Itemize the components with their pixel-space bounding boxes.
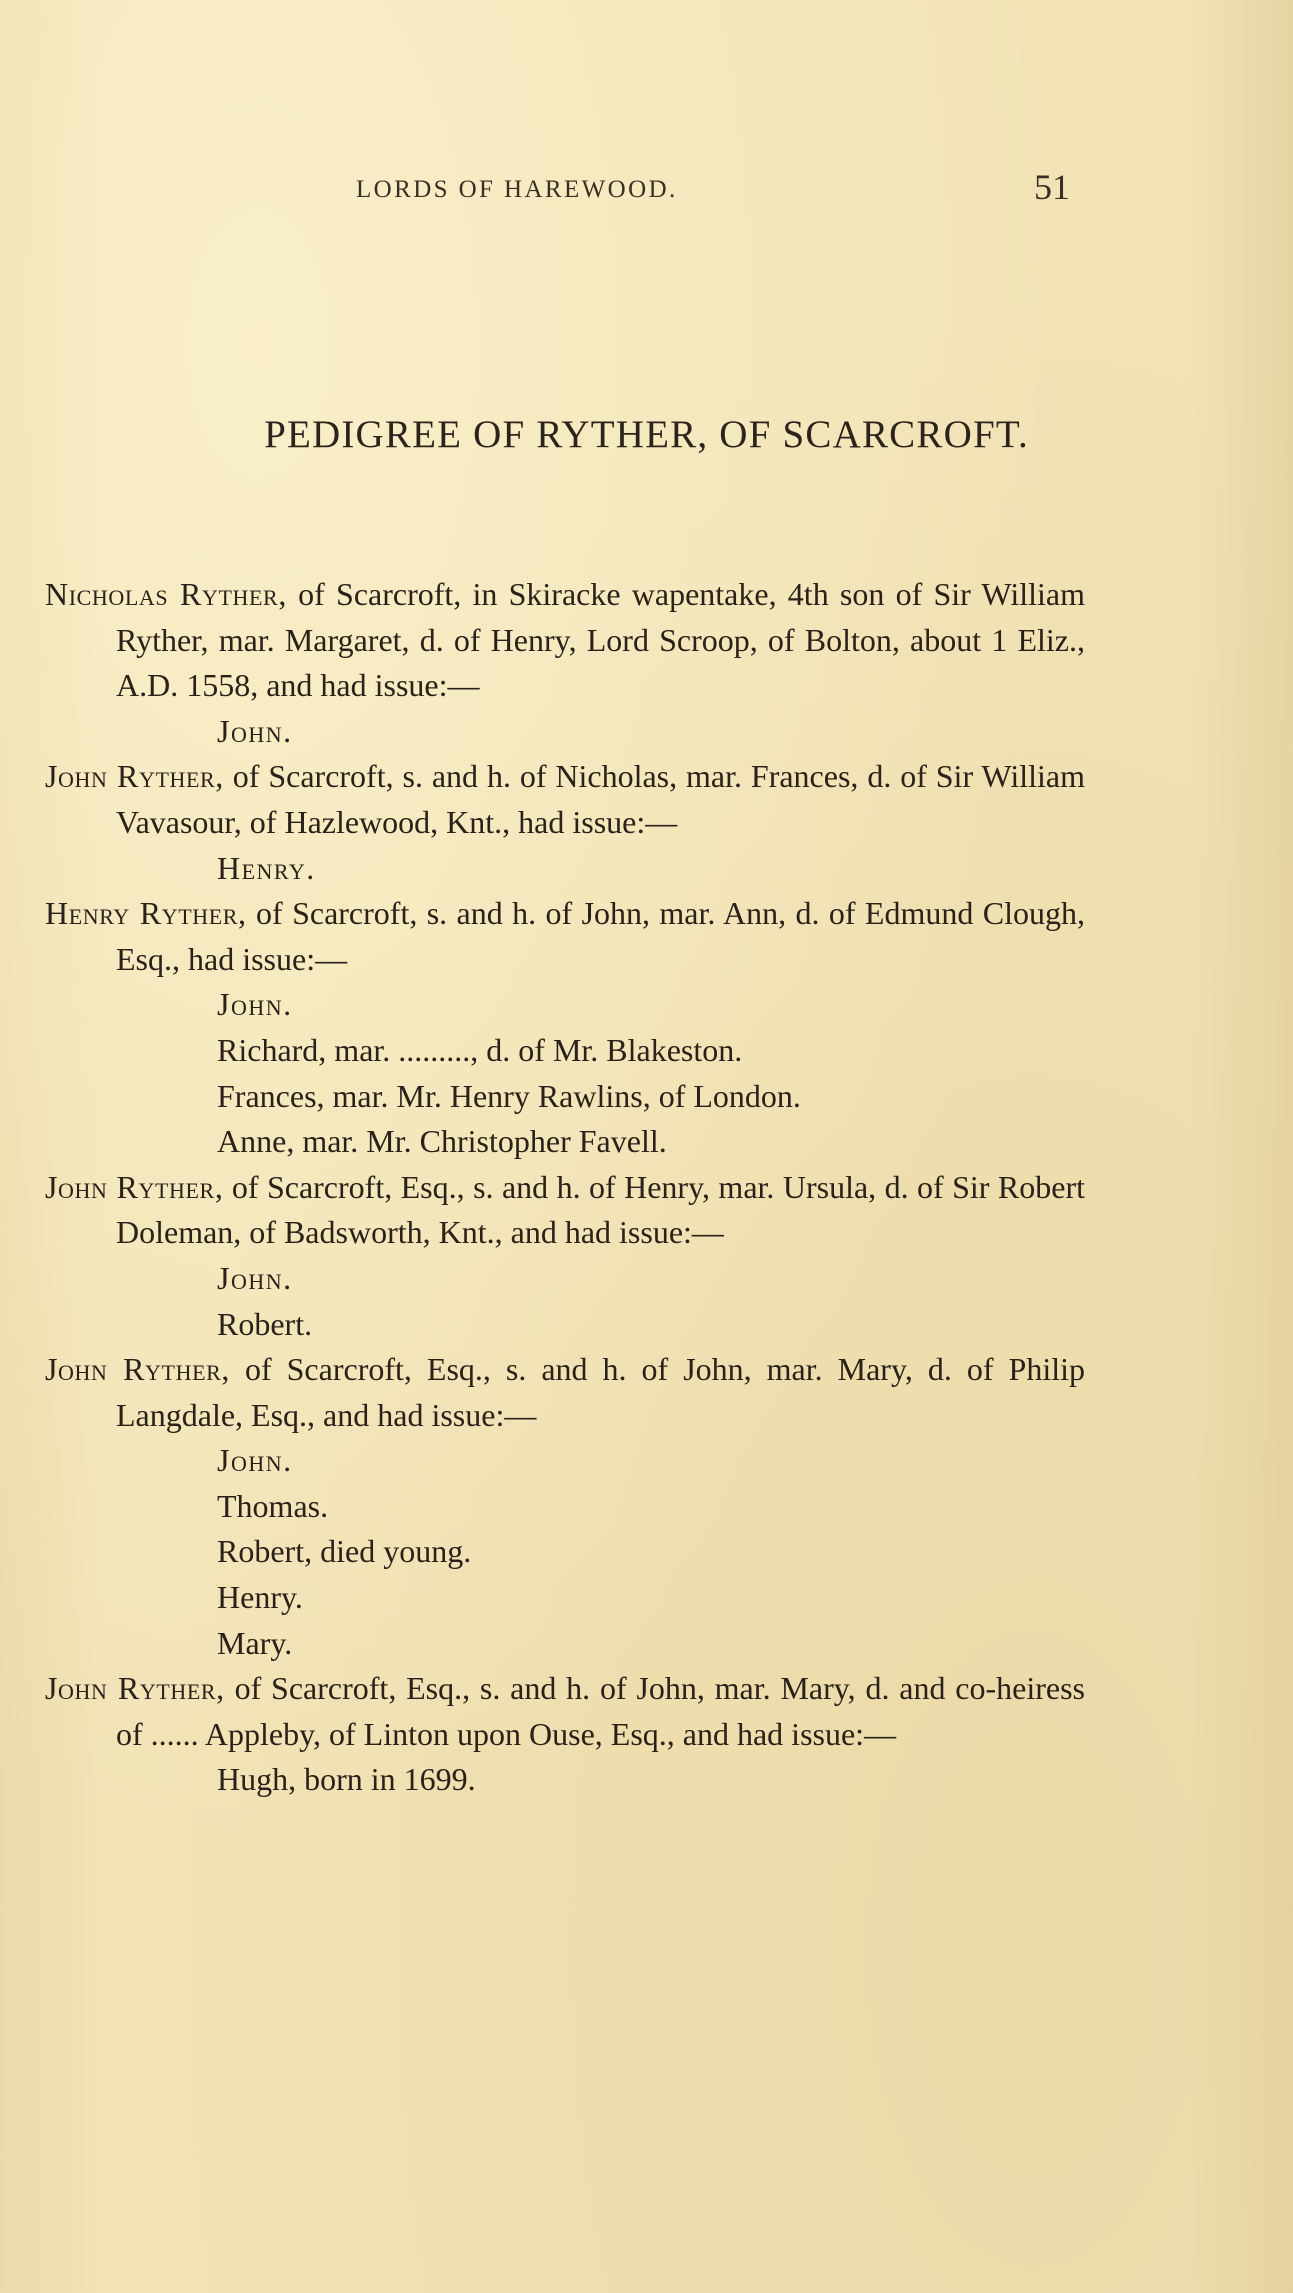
issue-item: Thomas. — [217, 1487, 329, 1524]
entry-name: John Ryther, — [45, 1351, 230, 1388]
issue-item: Robert, died young. — [217, 1533, 472, 1570]
pedigree-entries — [45, 572, 1085, 1803]
issue-item: Frances, mar. Mr. Henry Rawlins, of London. — [217, 1077, 801, 1114]
issue-item: Henry. — [217, 849, 316, 886]
entry-name: John Ryther, — [45, 758, 224, 795]
issue-item: Henry. — [217, 1579, 303, 1616]
entry-name: Henry Ryther, — [45, 895, 247, 932]
pedigree-entry — [45, 754, 1085, 845]
pedigree-heading: PEDIGREE OF RYTHER, OF SCARCROFT. — [264, 413, 1029, 456]
issue-item: John. — [217, 1442, 293, 1479]
issue-item: Robert. — [217, 1305, 313, 1342]
issue-item: John. — [217, 712, 293, 749]
issue-item: Anne, mar. Mr. Christopher Favell. — [217, 1123, 667, 1160]
running-title: LORDS OF HAREWOOD. — [356, 176, 678, 203]
page-number: 51 — [1034, 167, 1070, 207]
pedigree-entry — [45, 1666, 1085, 1757]
entry-name: Nicholas Ryther, — [45, 576, 287, 612]
pedigree-entry — [45, 1347, 1085, 1438]
running-head — [0, 166, 1293, 216]
pedigree-entry — [45, 572, 1085, 709]
entry-text: of Scarcroft, s. and h. of John, mar. Ann, d. of Edmund Clough, Esq., had issue:— — [116, 895, 1085, 977]
entry-name: John Ryther, — [45, 1168, 224, 1205]
entry-text: of Scarcroft, in Skiracke wapentake, 4th son of Sir William Ryther, mar. Margaret, d. of Henry, Lord Scroop, of Bolton, about 1 Eliz., A.D. 1558, and had issue:— — [116, 576, 1086, 704]
issue-item: Mary. — [217, 1624, 293, 1661]
issue-item: John. — [217, 986, 293, 1023]
pedigree-entry — [45, 891, 1085, 982]
entry-name: John Ryther, — [45, 1670, 225, 1707]
issue-item: John. — [217, 1259, 293, 1296]
issue-item: Richard, mar. ........., d. of Mr. Blakeston. — [217, 1031, 743, 1068]
entry-text: of Scarcroft, Esq., s. and h. of Henry, mar. Ursula, d. of Sir Robert Doleman, of Badsworth, Knt., and had issue:— — [116, 1168, 1085, 1251]
pedigree-entry — [45, 1165, 1085, 1256]
issue-item: Hugh, born in 1699. — [217, 1761, 476, 1798]
entry-text: of Scarcroft, Esq., s. and h. of John, mar. Mary, d. of Philip Langdale, Esq., and had issue:— — [116, 1351, 1085, 1433]
entry-text: of Scarcroft, s. and h. of Nicholas, mar. Frances, d. of Sir William Vavasour, of Hazlewood, Knt., had issue:— — [116, 758, 1085, 840]
entry-text: of Scarcroft, Esq., s. and h. of John, mar. Mary, d. and co-heiress of ...... Appleby, of Linton upon Ouse, Esq., and had issue:— — [116, 1670, 1085, 1752]
